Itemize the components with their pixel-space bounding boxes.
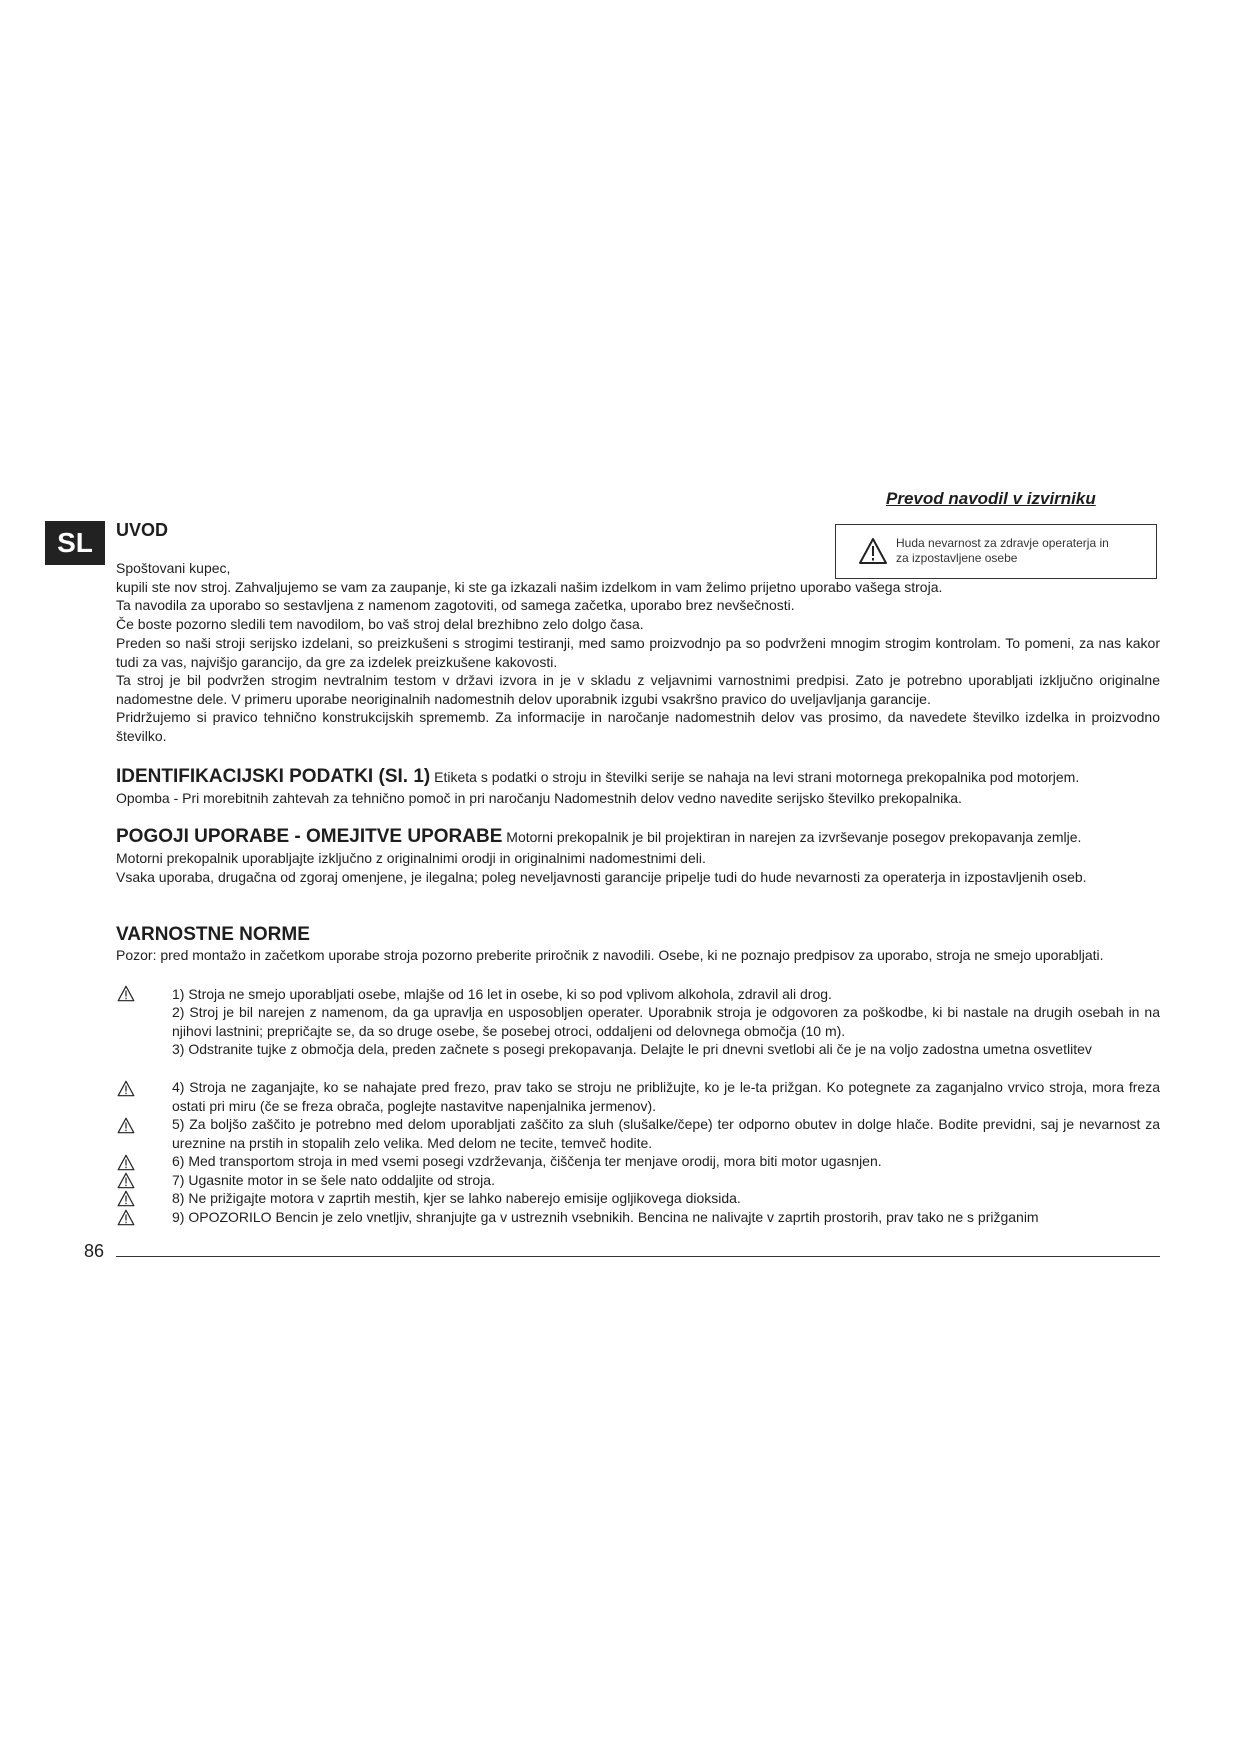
section-heading-varnostne: VARNOSTNE NORME — [116, 924, 310, 945]
varnostne-intro: Pozor: pred montažo in začetkom uporabe stroja pozorno preberite priročnik z navodili. Osebe, ki ne poznajo predpisov za uporabo, stroja ne smejo uporabljati. — [116, 947, 1104, 963]
pogoji-inline-text: Motorni prekopalnik je bil projektiran in narejen za izvrševanje posegov prekopavanja zemlje. — [502, 829, 1082, 845]
uvod-paragraph-5: Ta stroj je bil podvržen strogim nevtralnim testom v državi izvora in je v skladu z veljavnimi varnostnimi predpisi. Zato je potrebno uporabljati izključno originalne nadomestne dele. V primeru uporabe neoriginalnih nadomestnih delov uporabnik izgubi vsakršno pravico do uveljavljanja garancije. — [116, 672, 1160, 707]
uvod-paragraph-6: Pridržujemo si pravico tehnično konstrukcijskih sprememb. Za informacije in naročanje nadomestnih delov vas prosimo, da navedete številko izdelka in proizvodno številko. — [116, 709, 1160, 744]
safety-item: 9) OPOZORILO Bencin je zelo vnetljiv, shranjujte ga v ustreznih vsebnikih. Bencina ne nalivajte v zaprtih prostorih, prav tako ne s prižganim — [172, 1209, 1039, 1225]
warning-triangle-icon — [117, 1172, 135, 1189]
safety-item: 5) Za boljšo zaščito je potrebno med delom uporabljati zaščito za sluh (slušalke/čepe) ter odporno obutev in dolge hlače. Bodite previdni, saj je nevarnost za ureznine na prstih in stopalih zelo velika. Med delom ne tecite, temveč hodite. — [172, 1116, 1160, 1151]
document-title: Prevod navodil v izvirniku — [886, 489, 1096, 508]
warning-triangle-icon — [117, 985, 135, 1002]
language-tab: SL — [45, 521, 105, 565]
warning-triangle-icon — [117, 1117, 135, 1134]
uvod-paragraph-3: Če boste pozorno sledili tem navodilom, bo vaš stroj delal brezhibno zelo dolgo časa. — [116, 616, 644, 632]
greeting: Spoštovani kupec, — [116, 560, 231, 576]
identifikacija-inline-text: Etiketa s podatki o stroju in številki serije se nahaja na levi strani motornega prekopalnika pod motorjem. — [430, 769, 1080, 785]
safety-item: 2) Stroj je bil narejen z namenom, da ga upravlja en usposobljen operater. Uporabnik stroja je odgovoren za poškodbe, ki bi nastale na drugih osebah in na njihovi lastnini; prepričajte se, da so druge osebe, še posebej otroci, oddaljeni od delovnega območja (10 m). — [172, 1004, 1160, 1039]
safety-item: 1) Stroja ne smejo uporabljati osebe, mlajše od 16 let in osebe, ki so pod vplivom alkohola, zdravil ali drog. — [172, 986, 832, 1002]
safety-item: 8) Ne prižigajte motora v zaprtih mestih, kjer se lahko naberejo emisije ogljikovega dioksida. — [172, 1190, 741, 1206]
warning-legend-line2: za izpostavljene osebe — [896, 551, 1018, 565]
page-number: 86 — [84, 1241, 105, 1261]
pogoji-paragraph-2: Vsaka uporaba, drugačna od zgoraj omenjene, je ilegalna; poleg neveljavnosti garancije pripelje tudi do hude nevarnosti za operaterja in izpostavljenih oseb. — [116, 869, 1087, 885]
safety-item: 6) Med transportom stroja in med vsemi posegi vzdrževanja, čiščenja ter menjave orodij, mora biti motor ugasnjen. — [172, 1153, 882, 1169]
pogoji-paragraph-1: Motorni prekopalnik uporabljajte izključno z originalnimi orodji in originalnimi nadomestnimi deli. — [116, 850, 706, 866]
uvod-paragraph-2: Ta navodila za uporabo so sestavljena z namenom zagotoviti, od samega začetka, uporabo brez nevšečnosti. — [116, 597, 795, 613]
pogoji-line — [116, 827, 1081, 847]
safety-item: 3) Odstranite tujke z območja dela, preden začnete s posegi prekopavanja. Delajte le pri dnevni svetlobi ali če je na voljo zadostna umetna osvetlitev — [172, 1041, 1092, 1057]
warning-triangle-icon — [117, 1154, 135, 1171]
warning-triangle-icon — [117, 1190, 135, 1207]
uvod-paragraph-4: Preden so naši stroji serijsko izdelani, so preizkušeni s strogimi testiranji, med samo proizvodnjo pa so podvrženi mnogim strogim kontrolam. To pomeni, za nas kakor tudi za vas, najvišjo garancijo, da gre za izdelek preizkušene kakovosti. — [116, 635, 1160, 670]
identifikacija-note: Opomba - Pri morebitnih zahtevah za tehnično pomoč in pri naročanju Nadomestnih delov vedno navedite serijsko številko prekopalnika. — [116, 790, 962, 806]
safety-item: 4) Stroja ne zaganjajte, ko se nahajate pred frezo, prav tako se stroju ne približujte, ko je le-ta prižgan. Ko potegnete za zaganjalno vrvico stroja, mora freza ostati pri miru (če se freza obrača, poglejte nastavitve napenjalnika jermenov). — [172, 1079, 1160, 1114]
warning-triangle-icon — [117, 1080, 135, 1097]
section-heading-uvod: UVOD — [116, 520, 169, 540]
identifikacija-line — [116, 767, 1079, 787]
warning-triangle-icon — [117, 1209, 135, 1226]
uvod-paragraph-1: kupili ste nov stroj. Zahvaljujemo se vam za zaupanje, ki ste ga izkazali našim izdelkom in vam želimo prijetno uporabo vašega stroja. — [116, 579, 943, 595]
safety-item: 7) Ugasnite motor in se šele nato oddaljite od stroja. — [172, 1172, 495, 1188]
section-heading-pogoji: POGOJI UPORABE - OMEJITVE UPORABE — [116, 826, 503, 847]
footer-divider — [116, 1256, 1160, 1257]
warning-legend-line1: Huda nevarnost za zdravje operaterja in — [896, 536, 1109, 550]
section-heading-identifikacija: IDENTIFIKACIJSKI PODATKI (SI. 1) — [116, 766, 431, 787]
